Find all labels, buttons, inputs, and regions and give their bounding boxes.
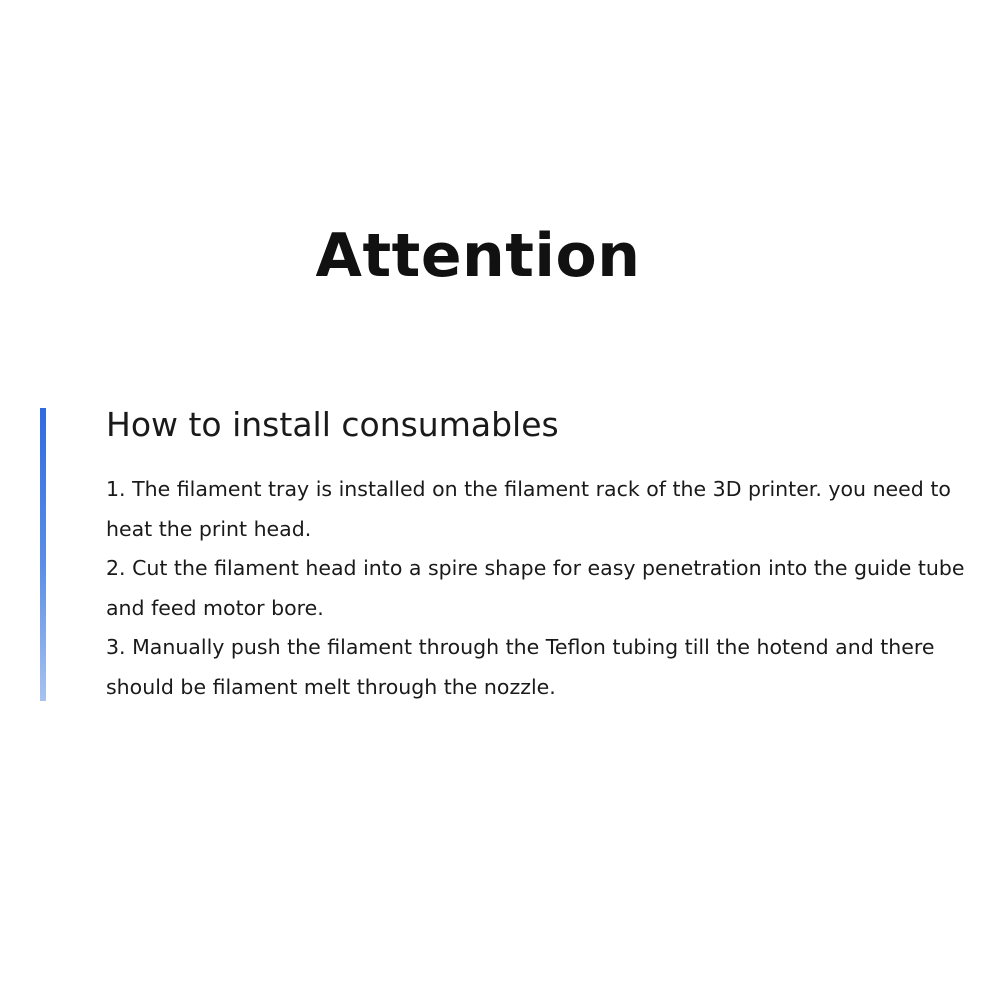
instruction-step-2: 2. Cut the filament head into a spire shape for easy penetration into the guide tube and feed motor bore. [106, 556, 965, 620]
instruction-step-1: 1. The filament tray is installed on the filament rack of the 3D printer. you need to heat the print head. [106, 477, 951, 541]
page-title: Attention [315, 221, 641, 291]
instruction-step-3: 3. Manually push the filament through the Teflon tubing till the hotend and there should be filament melt through the nozzle. [106, 635, 935, 699]
section-heading: How to install consumables [106, 405, 559, 444]
section-accent-bar [40, 408, 46, 701]
instruction-list [106, 470, 976, 707]
